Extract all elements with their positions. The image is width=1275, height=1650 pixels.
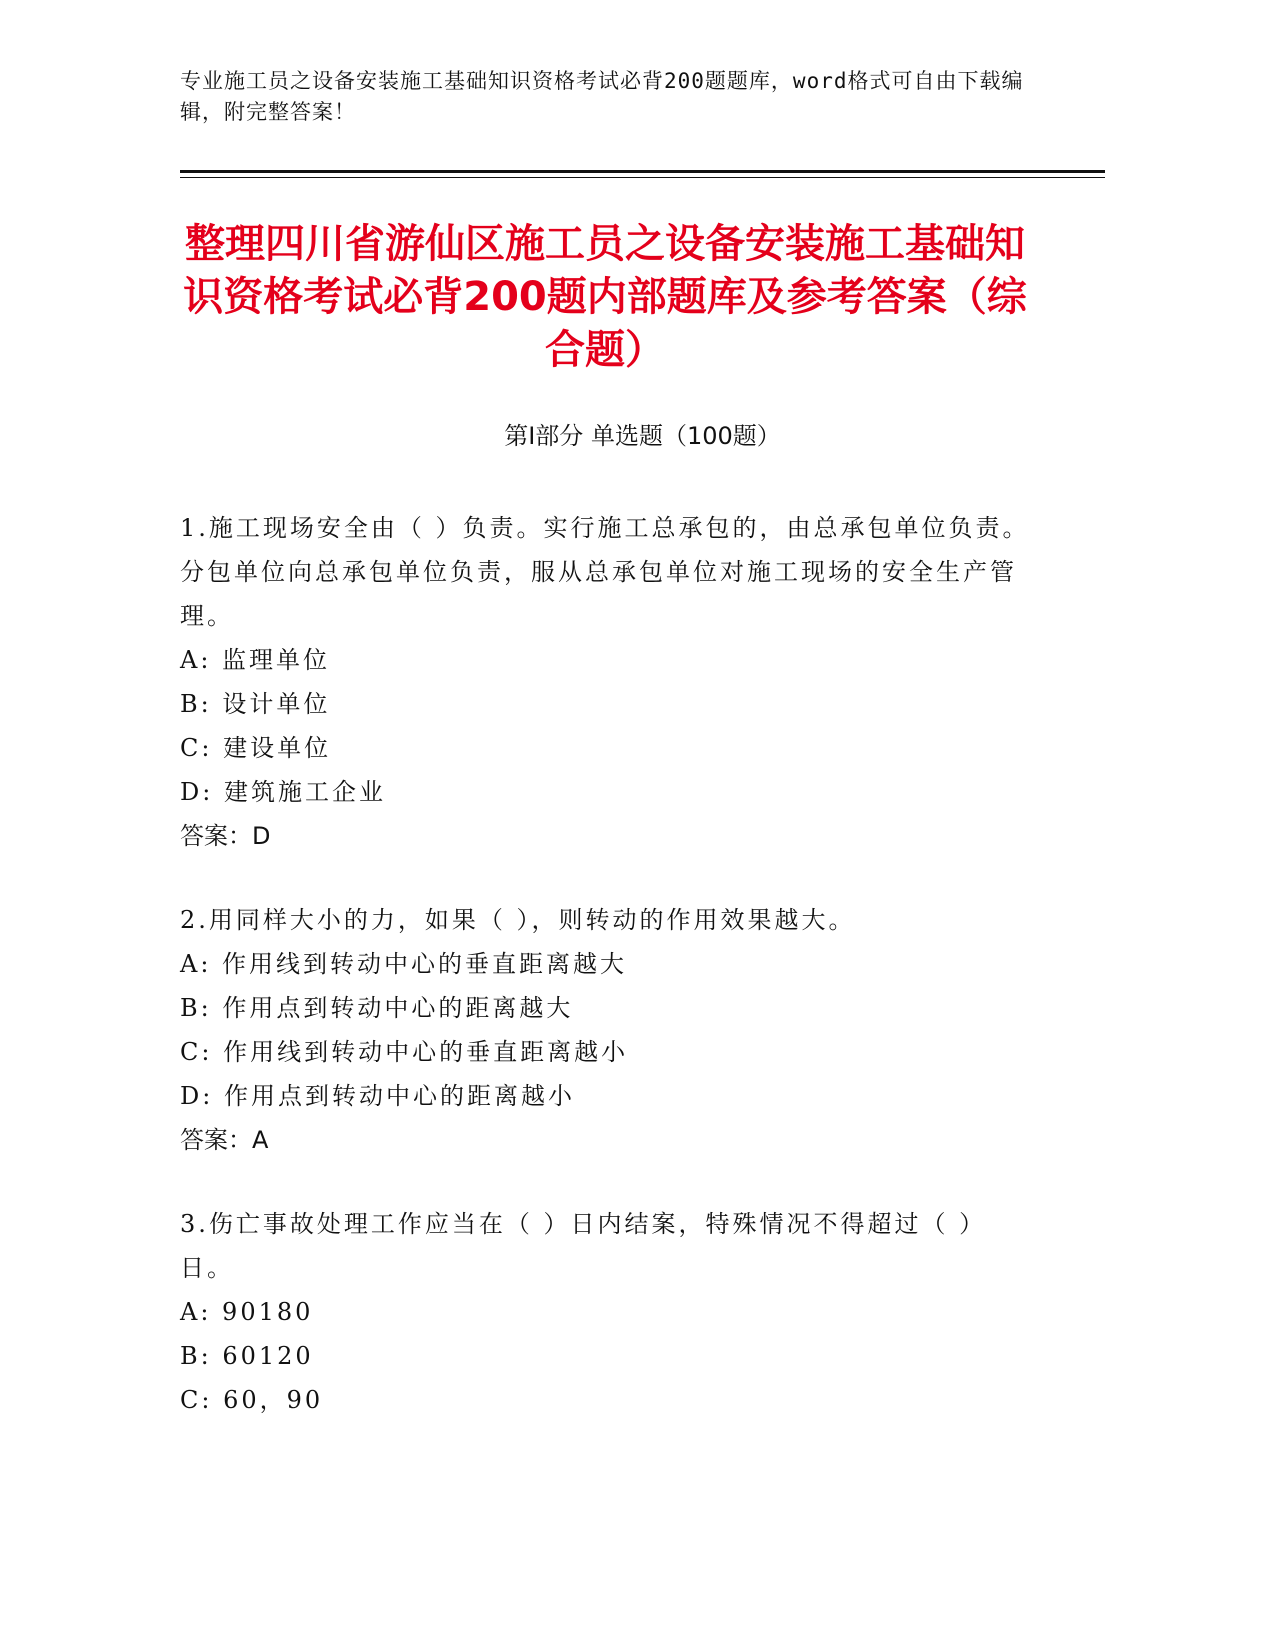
option-d: D: 建筑施工企业 [180,778,386,806]
option-b: B: 60120 [180,1342,314,1370]
option-a: A: 监理单位 [180,646,331,674]
question-list [180,506,1040,1462]
question-stem: 2.用同样大小的力，如果（ ），则转动的作用效果越大。 [180,906,856,934]
option-d: D: 作用点到转动中心的距离越小 [180,1082,575,1110]
option-b: B: 设计单位 [180,690,331,718]
question-2 [180,898,1040,1162]
option-a: A: 90180 [180,1298,314,1326]
header-note: 专业施工员之设备安装施工基础知识资格考试必背200题题库，word格式可自由下载编辑，附完整答案！ [180,69,1024,124]
question-stem: 1.施工现场安全由（ ）负责。实行施工总承包的，由总承包单位负责。分包单位向总承包单位负责，服从总承包单位对施工现场的安全生产管理。 [180,514,1030,630]
option-a: A: 作用线到转动中心的垂直距离越大 [180,950,628,978]
section-title: 第Ⅰ部分 单选题（100题） [504,422,781,450]
header-rule-thick [180,170,1105,173]
document-title: 整理四川省游仙区施工员之设备安装施工基础知识资格考试必背200题内部题库及参考答案（综合题） [183,221,1027,373]
option-c: C: 建设单位 [180,734,332,762]
answer: 答案：A [180,1126,269,1154]
answer: 答案：D [180,822,271,850]
option-c: C: 作用线到转动中心的垂直距离越小 [180,1038,629,1066]
option-b: B: 作用点到转动中心的距离越大 [180,994,574,1022]
option-c: C: 60，90 [180,1386,324,1414]
question-3 [180,1202,1040,1422]
header-rule-thin [180,177,1105,178]
question-stem: 3.伤亡事故处理工作应当在（ ）日内结案，特殊情况不得超过（ ）日。 [180,1210,987,1282]
question-1 [180,506,1040,858]
